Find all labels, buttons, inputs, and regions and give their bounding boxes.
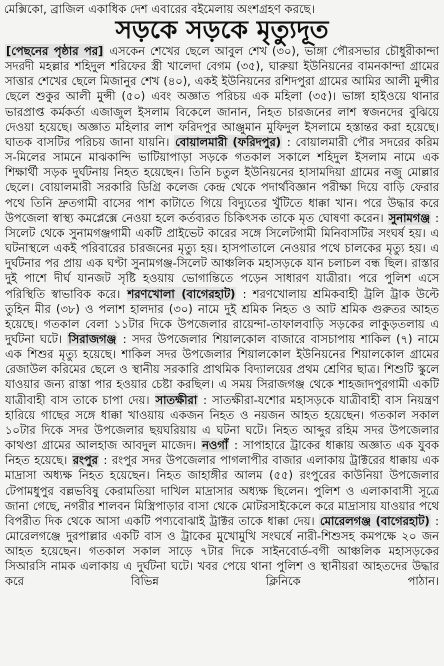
paragraph-sharankhola: : শরণখোলায় শ্রমিকবাহী ট্রলি ট্রাক উল্টে তুহিন মীর (৩৮) ও পলাশ হালদার (৩০) নামে দুই শ্রমিক নিহত ও আট শ্রমিক গুরুতর আহত হয়েছে। গতকাল বেলা ১১টার দিকে উপজেলার রায়েন্দা-তাফালবাড়ি সড়কের লাকুড়তলায় এ দুর্ঘটনা ঘটে।	[5, 286, 439, 346]
paragraph-sunamganj: : সিলেট থেকে সুনামগঞ্জগামী একটি প্রাইভেট কারের সঙ্গে সিলেটগামী মিনিবাসটির সংঘর্ষ হয়। এ ঘটনাস্থলে একই পরিবারের চারজনের মৃত্যু হয়। হাসপাতালে নেওয়ার পথে চালকের মৃত্যু হয়। এ দুর্ঘটনার পর প্রায় এক ঘণ্টা সুনামগঞ্জ-সিলেট আঞ্চলিক মহাসড়কে যান চলাচল বন্ধ ছিল। রাস্তার দুই পাশে দীর্ঘ যানজট সৃষ্টি হওয়ায় ভোগান্তিতে পড়েন সাধারণ যাত্রীরা। পরে পুলিশ এসে পরিস্থিতি স্বাভাবিক করে।	[5, 210, 439, 301]
paragraph-boalmari: : বোয়ালমারী পৌর সদরের করিম স-মিলের সামনে মাঝকান্দি ভাটিয়াপাড়া সড়কে গতকাল সকালে শহিদুল ইসলাম নামে এক শিক্ষার্থী সড়ক দুর্ঘটনায় নিহত হয়েছেন। তিনি চতুল ইউনিয়নের হাসামদিয়া গ্রামের নজু মোল্লার ছেলে। বোয়ালমারী সরকারি ডিগ্রি কলেজ কেন্দ্র থেকে পদার্থবিজ্ঞান পরীক্ষা দিয়ে বাড়ি ফেরার পথে তিনি দ্রুতগামী বাসের পাশ কাটাতে গিয়ে বিদ্যুতের খুঁটিতে ধাক্কা খান। পরে উদ্ধার করে উপজেলা স্বাস্থ্য কমপ্লেক্সে নেওয়া হলে কর্তব্যরত চিকিৎসক তাকে মৃত ঘোষণা করেন।	[5, 134, 439, 225]
location-boalmari: বোয়ালমারী (ফরিদপুর)	[175, 134, 281, 149]
newspaper-clipping	[4, 0, 440, 590]
location-rangpur: রংপুর	[72, 453, 98, 468]
location-sunamganj: সুনামগঞ্জ	[388, 210, 431, 225]
continued-from-label: [পেছনের পৃষ্ঠার পর]	[6, 44, 104, 58]
previous-article-tail: মেক্সিকো, ব্রাজিল একাধিক দেশ এবারের বইমেলায় অংশগ্রহণ করছে।	[4, 2, 315, 16]
paragraph-satkhira: : সাতক্ষীরা-যশোর মহাসড়কে যাত্রীবাহী বাস নিয়ন্ত্রণ হারিয়ে গাছের সঙ্গে ধাক্কা খাওয়ায় একজন নিহত ও নয়জন আহত হয়েছেন। গতকাল সকাল ১০টার দিকে সদর উপজেলার ছয়ঘরিয়ায় এ ঘটনা ঘটে। নিহত আব্দুর রহিম সদর উপজেলার কাথণ্ডা গ্রামের আলহাজ আবদুল মাজেদ।	[5, 392, 439, 453]
paragraph-morrelganj: : মোরেলগঞ্জে দুরপাল্লার একটি বাস ও ট্রাকের মুখোমুখি সংঘর্ষে নারী-শিশুসহ কমপক্ষে ২০ জন আহত হয়েছেন। গতকাল সকাল সাড়ে ৭টার দিকে সাইনবোর্ড-বগী আঞ্চলিক মহাসড়কের সিআরসি নামক এলাকায় এ দুর্ঘটনা ঘটে। খবর পেয়ে থানা পুলিশ ও স্থানীয়রা আহতদের উদ্ধার করে বিভিন্ন ক্লিনিকে পাঠান।	[5, 513, 439, 589]
location-satkhira: সাতক্ষীরা	[155, 392, 198, 407]
paragraph-faridpur-bhanga: এসকেন শেখের ছেলে আবুল শেখ (৩০), ভাঙ্গা পৌরসভার চৌধুরীকান্দা সদরদী মহল্লার শহিদুল শরিফের স্ত্রী খালেদা বেগম (৩৫), ঘারুয়া ইউনিয়নের বামনকান্দা গ্রামের সাত্তার শেখের ছেলে মিজানুর শেখ (৪০), একই ইউনিয়নের রশিদপুরা গ্রামের আমির আলী মুন্সীর ছেলে শুকুর আলী মুন্সী (৫০) এবং অজ্ঞাত পরিচয় এক মহিলা (৩৫)। ভাঙ্গা হাইওয়ে থানার ভারপ্রাপ্ত কর্মকর্তা এজাজুল ইসলাম বিকেলে জানান, নিহত চারজনের লাশ স্বজনদের বুঝিয়ে দেওয়া হয়েছে। অজ্ঞাত মহিলার লাশ ফরিদপুর আঞ্জুমান মুফিদুল ইসলামে হস্তান্তর করা হয়েছে। ঘাতক বাসটির পরিচয় জানা যায়নি।	[5, 44, 439, 149]
article-body	[4, 44, 440, 590]
paragraph-rangpur: : রংপুর সদর উপজেলার পাগলাপীর বাজার এলাকায় ট্রাক্টরের ধাক্কায় এক মাদ্রাসা অধ্যক্ষ নিহত হয়েছেন। নিহত জাহাঙ্গীর আলম (৫৫) রংপুরের কাউনিয়া উপজেলার টেপামধুপুর বল্লভবিষু কেরামতিয়া দাখিল মাদ্রাসার অধ্যক্ষ ছিলেন। পুলিশ ও এলাকাবাসী সূত্রে জানা গেছে, নগরীর শালবন মিস্ত্রিপাড়ার বাসা থেকে মোটরসাইকেলে করে মাদ্রাসায় যাওয়ার পথে বিপরীত দিক থেকে আসা একটি পণ্যবোঝাই ট্রাক্টর তাকে ধাক্কা দেয়।	[5, 453, 439, 528]
location-morrelganj: মোরেলগঞ্জ (বাগেরহাট)	[319, 513, 430, 528]
location-sirajganj: সিরাজগঞ্জ	[68, 331, 117, 346]
paragraph-naogaon: : সাপাহারে ট্রাকের ধাক্কায় অজ্ঞাত এক যুবক নিহত হয়েছে।	[5, 438, 440, 468]
headline: সড়কে সড়কে মৃত্যুদূত	[115, 15, 329, 44]
paragraph-sirajganj: : সদর উপজেলার শিয়ালকোল বাজারে বাসচাপায় শাকিল (৭) নামে এক শিশুর মৃত্যু হয়েছে। শাকিল সদর উপজেলার শিয়ালকোল ইউনিয়নের শিয়ালকোল গ্রামের রেজাউল করিমের ছেলে ও স্থানীয় সরকারি প্রাথমিক বিদ্যালয়ের প্রথম শ্রেণির ছাত্র। শিশুটি স্কুলে যাওয়ার জন্য রাস্তা পার হওয়ার চেষ্টা করছিল। এ সময় সিরাজগঞ্জ থেকে শাহজাদপুরগামী একটি যাত্রীবাহী বাস তাকে চাপা দেয়।	[5, 331, 439, 407]
location-naogaon: নওগাঁ	[202, 438, 229, 453]
location-sharankhola: শরণখোলা (বাগেরহাট)	[127, 286, 236, 301]
